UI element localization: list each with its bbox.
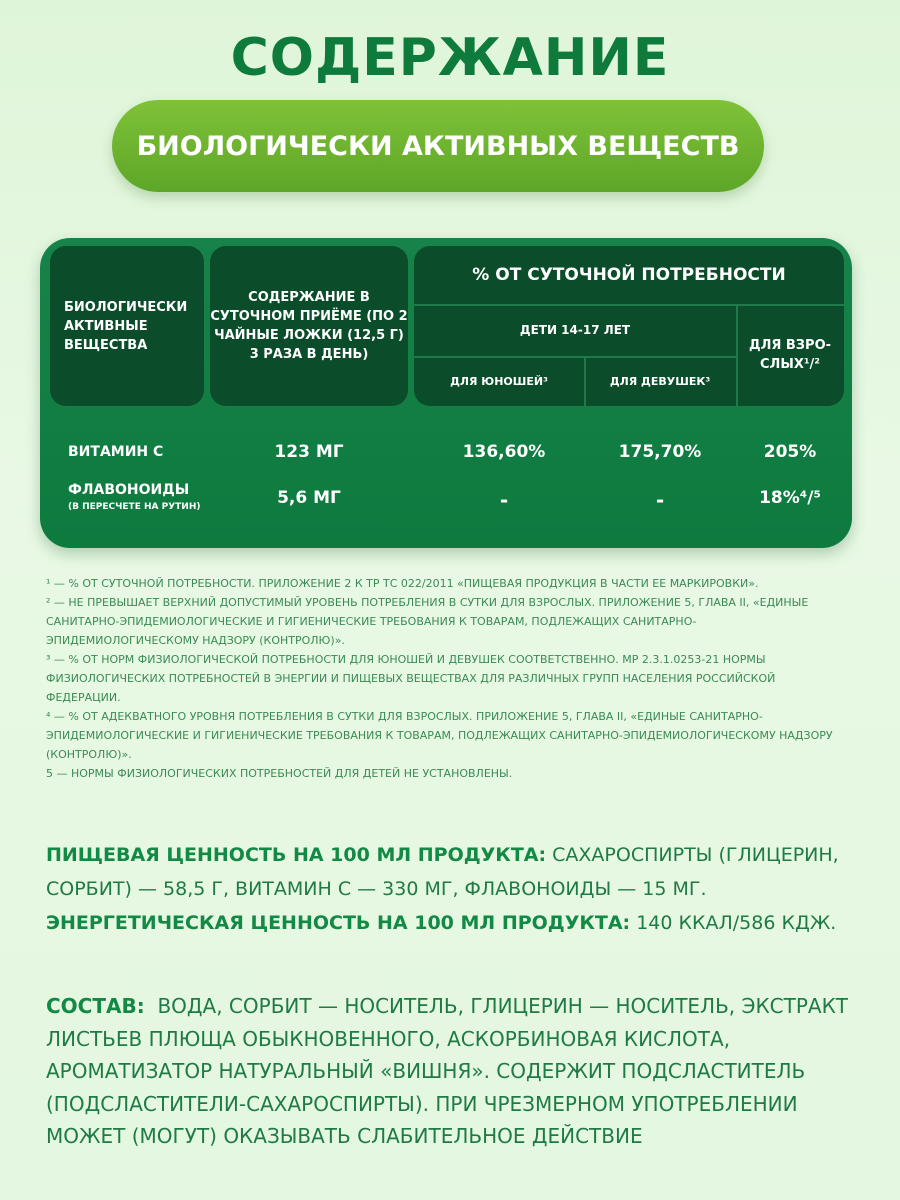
row-boys: 136,60% [462,442,546,462]
footnote: ¹ — % ОТ СУТОЧНОЙ ПОТРЕБНОСТИ. ПРИЛОЖЕНИЕ 2 К ТР ТС 022/2011 «ПИЩЕВАЯ ПРОДУКЦИЯ В ЧАСТИ ЕЕ МАРКИРОВКИ». [46,577,759,590]
header-girls: ДЛЯ ДЕВУШЕК³ [609,374,711,388]
composition-label: СОСТАВ: [46,994,145,1018]
row-girls: - [655,488,665,512]
subtitle-text: БИОЛОГИЧЕСКИ АКТИВНЫХ ВЕЩЕСТВ [136,130,740,162]
row-boys: - [499,488,509,512]
row-content: 123 МГ [274,442,344,462]
header-boys: ДЛЯ ЮНОШЕЙ³ [450,374,548,388]
footnote: ² — НЕ ПРЕВЫШАЕТ ВЕРХНИЙ ДОПУСТИМЫЙ УРОВЕНЬ ПОТРЕБЛЕНИЯ В СУТКИ ДЛЯ ВЗРОСЛЫХ. ПРИЛОЖЕНИЕ 5, ГЛАВА II, «ЕДИНЫЕ САНИТАРНО-ЭПИДЕМИОЛОГИЧЕСКИЕ И ГИГИЕНИЧЕСКИЕ ТРЕБОВАНИЯ К ТОВАРАМ, ПОДЛЕЖАЩИХ САНИТАРНО-ЭПИДЕМИОЛОГИЧЕСКОМУ НАДЗОРУ (КОНТРОЛЮ)». [46,596,809,647]
nutrition-label: ПИЩЕВАЯ ЦЕННОСТЬ НА 100 МЛ ПРОДУКТА: [46,844,547,866]
header-substances: БИОЛОГИЧЕСКИ АКТИВНЫЕ ВЕЩЕСТВА [50,246,204,406]
header-percent-group [414,246,844,406]
header-percent: % ОТ СУТОЧНОЙ ПОТРЕБНОСТИ [472,265,786,285]
footnote: ³ — % ОТ НОРМ ФИЗИОЛОГИЧЕСКОЙ ПОТРЕБНОСТИ ДЛЯ ЮНОШЕЙ И ДЕВУШЕК СООТВЕТСТВЕННО. МР 2.3.1.0253-21 НОРМЫ ФИЗИОЛОГИЧЕСКИХ ПОТРЕБНОСТЕЙ В ЭНЕРГИИ И ПИЩЕВЫХ ВЕЩЕСТВАХ ДЛЯ РАЗЛИЧНЫХ ГРУПП НАСЕЛЕНИЯ РОССИЙСКОЙ ФЕДЕРАЦИИ. [46,653,776,704]
footnote: ⁴ — % ОТ АДЕКВАТНОГО УРОВНЯ ПОТРЕБЛЕНИЯ В СУТКИ ДЛЯ ВЗРОСЛЫХ. ПРИЛОЖЕНИЕ 5, ГЛАВА II, «ЕДИНЫЕ САНИТАРНО-ЭПИДЕМИОЛОГИЧЕСКИЕ И ГИГИЕНИЧЕСКИЕ ТРЕБОВАНИЯ К ТОВАРАМ, ПОДЛЕЖАЩИХ САНИТАРНО-ЭПИДЕМИОЛОГИЧЕСКОМУ НАДЗОРУ (КОНТРОЛЮ)». [46,710,833,761]
footnotes [46,574,846,783]
nutrients-table [40,238,852,548]
row-name-text: ФЛАВОНОИДЫ [68,482,190,498]
page-title: СОДЕРЖАНИЕ [230,28,670,88]
row-content: 5,6 МГ [277,488,341,508]
subtitle-banner [112,100,764,192]
row-girls: 175,70% [618,442,702,462]
row-name: ВИТАМИН С [68,444,164,460]
header-content: СОДЕРЖАНИЕ В СУТОЧНОМ ПРИЁМЕ (ПО 2 ЧАЙНЫЕ ЛОЖКИ (12,5 Г) 3 РАЗА В ДЕНЬ) [210,246,408,406]
row-name-sub: (В ПЕРЕСЧЕТЕ НА РУТИН) [68,502,201,512]
row-adults: 205% [763,442,817,462]
nutrition-text: САХАРОСПИРТЫ (ГЛИЦЕРИН, СОРБИТ) — 58,5 Г, ВИТАМИН С — 330 МГ, ФЛАВОНОИДЫ — 15 МГ. [46,844,839,900]
nutrition-info [46,838,866,940]
footnote: 5 — НОРМЫ ФИЗИОЛОГИЧЕСКИХ ПОТРЕБНОСТЕЙ ДЛЯ ДЕТЕЙ НЕ УСТАНОВЛЕНЫ. [46,767,513,780]
row-adults: 18%⁴/⁵ [759,488,821,508]
table-row [40,482,852,532]
table-row [40,434,852,474]
energy-text: 140 ККАЛ/586 КДЖ. [630,912,837,934]
header-adults: ДЛЯ ВЗРО-СЛЫХ¹/² [748,338,832,372]
header-kids: ДЕТИ 14-17 ЛЕТ [519,323,631,337]
energy-label: ЭНЕРГЕТИЧЕСКАЯ ЦЕННОСТЬ НА 100 МЛ ПРОДУКТА: [46,912,631,934]
composition-text: ВОДА, СОРБИТ — НОСИТЕЛЬ, ГЛИЦЕРИН — НОСИТЕЛЬ, ЭКСТРАКТ ЛИСТЬЕВ ПЛЮЩА ОБЫКНОВЕННОГО, АСКОРБИНОВАЯ КИСЛОТА, АРОМАТИЗАТОР НАТУРАЛЬНЫЙ «ВИШНЯ». СОДЕРЖИТ ПОДСЛАСТИТЕЛЬ (ПОДСЛАСТИТЕЛИ-САХАРОСПИРТЫ). ПРИ ЧРЕЗМЕРНОМ УПОТРЕБЛЕНИИ МОЖЕТ (МОГУТ) ОКАЗЫВАТЬ СЛАБИТЕЛЬНОЕ ДЕЙСТВИЕ [46,994,855,1148]
composition [46,990,866,1153]
